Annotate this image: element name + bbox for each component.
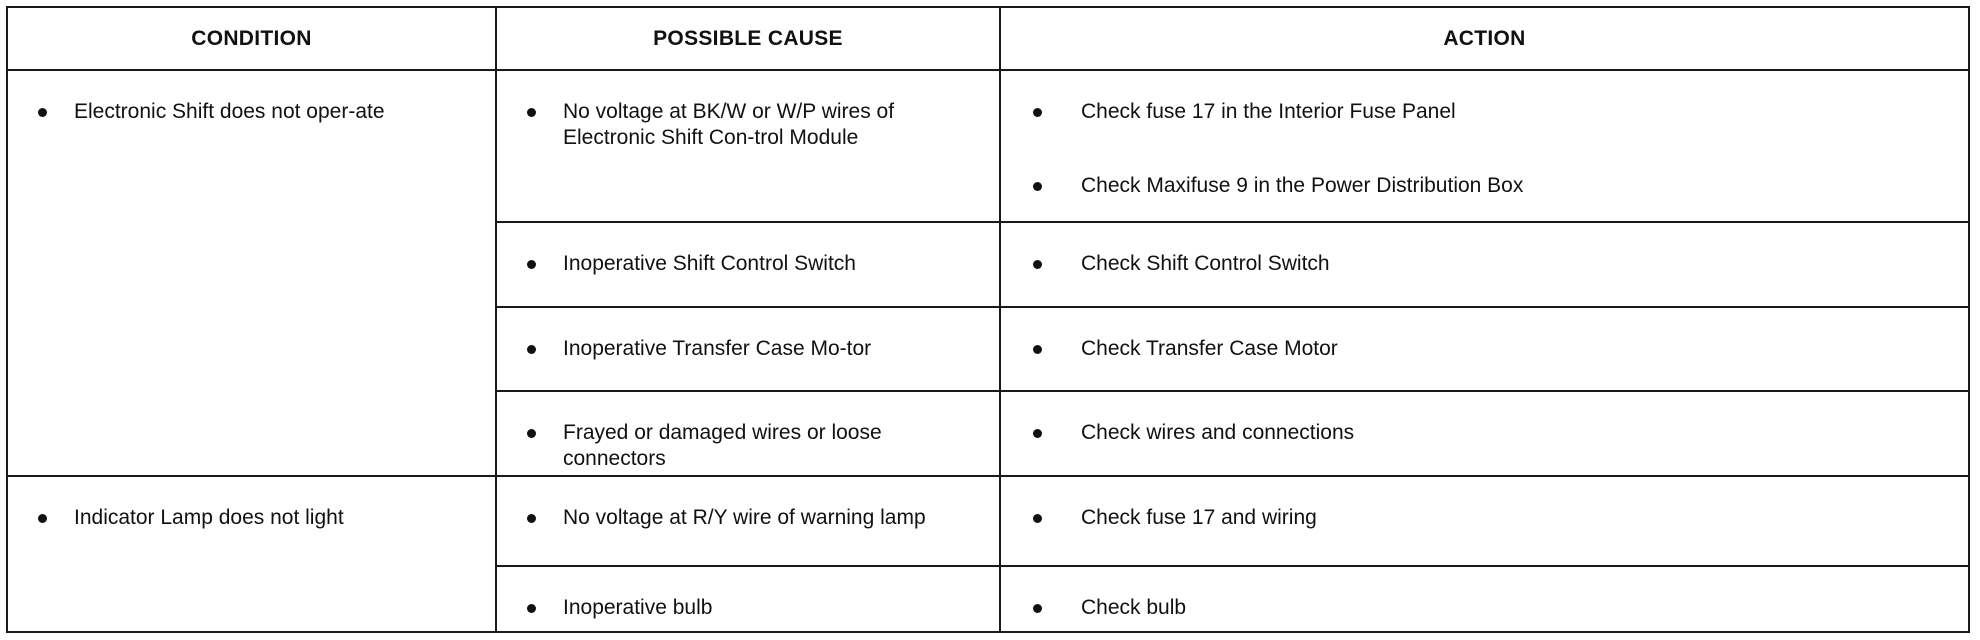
cause-cell [496, 566, 1000, 632]
action-cell [1000, 566, 1969, 632]
bullet-icon [1033, 108, 1042, 117]
bullet-icon [527, 260, 536, 269]
cause-cell [496, 222, 1000, 307]
bullet-icon [1033, 260, 1042, 269]
bullet-icon [1033, 345, 1042, 354]
bullet-icon [527, 429, 536, 438]
action-text: Check Shift Control Switch [1081, 252, 1330, 275]
table-row [7, 476, 1969, 566]
bullet-icon [1033, 514, 1042, 523]
action-item [1081, 505, 1946, 531]
cause-text: Inoperative Shift Control Switch [563, 252, 856, 275]
bullet-icon [38, 108, 47, 117]
action-text: Check Maxifuse 9 in the Power Distribution Box [1081, 174, 1524, 197]
action-item [1081, 251, 1946, 277]
condition-cell [7, 70, 496, 476]
bullet-icon [1033, 429, 1042, 438]
action-text: Check bulb [1081, 596, 1187, 619]
cause-cell [496, 307, 1000, 391]
action-cell [1000, 70, 1969, 222]
action-item [1081, 336, 1946, 362]
action-item [1081, 420, 1946, 446]
bullet-icon [527, 604, 536, 613]
bullet-icon [527, 345, 536, 354]
cause-text: Inoperative Transfer Case Mo-tor [563, 337, 872, 360]
condition-text: Indicator Lamp does not light [74, 506, 344, 529]
cause-cell [496, 476, 1000, 566]
header-possible-cause: POSSIBLE CAUSE [496, 7, 1000, 70]
cause-text: No voltage at BK/W or W/P wires of Electronic Shift Con-trol Module [563, 100, 895, 149]
action-item [1081, 173, 1946, 199]
action-cell [1000, 222, 1969, 307]
diagnosis-table [6, 6, 1970, 633]
cause-text: Frayed or damaged wires or loose connectors [563, 421, 882, 470]
action-item [1081, 99, 1946, 125]
condition-cell [7, 476, 496, 632]
action-text: Check wires and connections [1081, 421, 1355, 444]
cause-text: Inoperative bulb [563, 596, 713, 619]
action-text: Check fuse 17 and wiring [1081, 506, 1317, 529]
cause-cell [496, 70, 1000, 222]
diagnosis-table-wrapper [6, 6, 1968, 634]
header-condition: CONDITION [7, 7, 496, 70]
bullet-icon [1033, 604, 1042, 613]
action-item [1081, 595, 1946, 621]
action-text: Check fuse 17 in the Interior Fuse Panel [1081, 100, 1456, 123]
condition-text: Electronic Shift does not oper-ate [74, 100, 385, 123]
action-cell [1000, 391, 1969, 476]
header-row [7, 7, 1969, 70]
header-action: ACTION [1000, 7, 1969, 70]
cause-text: No voltage at R/Y wire of warning lamp [563, 506, 926, 529]
bullet-icon [38, 514, 47, 523]
cause-cell [496, 391, 1000, 476]
bullet-icon [527, 514, 536, 523]
action-cell [1000, 476, 1969, 566]
table-row [7, 70, 1969, 222]
action-cell [1000, 307, 1969, 391]
action-text: Check Transfer Case Motor [1081, 337, 1338, 360]
bullet-icon [527, 108, 536, 117]
bullet-icon [1033, 182, 1042, 191]
